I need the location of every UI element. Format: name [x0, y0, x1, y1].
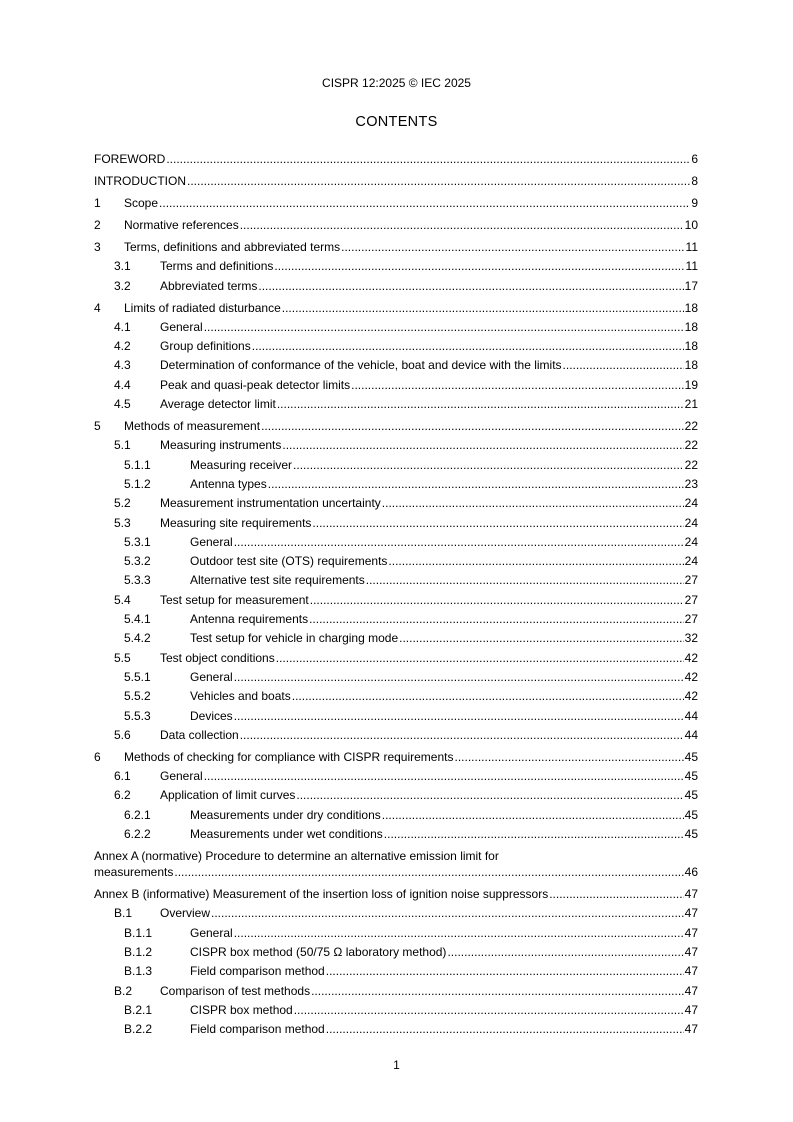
toc-entry-page: 47	[684, 1022, 698, 1037]
toc-entry-number: 2	[94, 218, 101, 232]
toc-entry-title: Limits of radiated disturbance	[124, 300, 281, 315]
toc-entry[interactable]	[94, 611, 698, 627]
toc-entry-number: 5.4.1	[124, 612, 151, 627]
toc-entry[interactable]	[94, 708, 698, 724]
toc-entry-title: FOREWORD	[94, 152, 166, 166]
dot-leader	[211, 905, 684, 921]
dot-leader	[293, 457, 684, 473]
toc-entry-page: 42	[684, 669, 698, 684]
toc-entry-number: 5.3	[114, 515, 131, 530]
toc-entry[interactable]	[94, 963, 698, 979]
toc-entry[interactable]	[94, 905, 698, 921]
toc-entry-page: 21	[684, 397, 698, 412]
toc-entry[interactable]	[94, 476, 698, 492]
toc-entry-title: INTRODUCTION	[94, 174, 186, 188]
toc-entry[interactable]	[94, 418, 698, 434]
toc-entry-page: 24	[684, 496, 698, 511]
toc-entry[interactable]	[94, 826, 698, 842]
toc-entry-page: 22	[684, 438, 698, 453]
dot-leader	[326, 963, 684, 979]
dot-leader	[277, 396, 684, 412]
toc-entry[interactable]	[94, 357, 698, 373]
toc-entry[interactable]	[94, 239, 698, 255]
toc-entry[interactable]	[94, 495, 698, 511]
toc-entry-page: 19	[684, 377, 698, 392]
toc-entry-number: 5.3.2	[124, 554, 151, 569]
dot-leader	[234, 669, 684, 685]
toc-entry-page: 9	[691, 196, 698, 210]
dot-leader	[563, 357, 684, 373]
toc-entry[interactable]	[94, 457, 698, 473]
toc-entry-title: Annex B (informative) Measurement of the insertion loss of ignition noise suppressors	[94, 887, 549, 902]
toc-entry[interactable]	[94, 688, 698, 704]
dot-leader	[351, 377, 684, 393]
toc-entry-page: 47	[684, 906, 698, 921]
toc-entry-title: Annex A (normative) Procedure to determine an alternative emission limit for	[94, 849, 499, 864]
toc-entry-number: 5.3.3	[124, 573, 151, 588]
dot-leader	[276, 650, 684, 666]
toc-entry-page: 27	[684, 592, 698, 607]
toc-entry-title: Measuring instruments	[160, 438, 282, 453]
toc-entry-number: 5.1	[114, 438, 131, 453]
toc-entry-title: Scope	[124, 196, 159, 210]
toc-entry-page: 47	[684, 925, 698, 940]
table-of-contents	[94, 145, 698, 1037]
toc-entry-page: 45	[684, 788, 698, 803]
toc-entry-page: 47	[684, 887, 698, 902]
dot-leader	[166, 151, 690, 167]
dot-leader	[204, 319, 684, 335]
page-number: 1	[393, 1058, 400, 1072]
toc-entry-page: 24	[684, 554, 698, 569]
toc-entry[interactable]	[94, 173, 698, 189]
toc-entry-number: 6	[94, 749, 101, 764]
toc-entry[interactable]	[94, 151, 698, 167]
toc-entry-number: B.2	[114, 983, 133, 998]
toc-entry-number: B.1.1	[124, 925, 153, 940]
toc-entry-title: Field comparison method	[190, 1022, 325, 1037]
toc-entry-number: 4.1	[114, 319, 131, 334]
toc-entry-number: 5.1.1	[124, 457, 151, 472]
dot-leader	[240, 217, 684, 233]
toc-entry-number: 3.1	[114, 259, 131, 274]
toc-entry-number: 4	[94, 300, 101, 315]
toc-entry-page: 45	[684, 827, 698, 842]
toc-entry-number: B.1.2	[124, 944, 153, 959]
dot-leader	[258, 278, 683, 294]
toc-entry-title: Alternative test site requirements	[190, 573, 365, 588]
toc-entry-title: Normative references	[124, 218, 239, 232]
toc-entry-number: 4.5	[114, 397, 131, 412]
toc-entry[interactable]	[94, 925, 698, 941]
toc-entry-title: Measurement instrumentation uncertainty	[160, 496, 381, 511]
toc-entry[interactable]	[94, 217, 698, 233]
toc-entry-title: Measuring site requirements	[160, 515, 312, 530]
toc-entry[interactable]	[94, 650, 698, 666]
dot-leader	[296, 787, 683, 803]
toc-entry-number: 4.2	[114, 339, 131, 354]
toc-entry-number: 3	[94, 240, 101, 254]
toc-entry[interactable]	[94, 886, 698, 902]
toc-entry-title: Comparison of test methods	[160, 983, 311, 998]
toc-entry-page: 11	[685, 240, 698, 254]
toc-entry[interactable]	[94, 848, 698, 880]
toc-entry-number: 6.2.1	[124, 807, 151, 822]
dot-leader	[274, 258, 684, 274]
toc-entry-page: 11	[685, 259, 698, 274]
toc-entry[interactable]	[94, 787, 698, 803]
toc-entry-number: 6.1	[114, 769, 131, 784]
toc-entry[interactable]	[94, 572, 698, 588]
toc-entry-title: Methods of checking for compliance with CISPR requirements	[124, 749, 454, 764]
toc-entry-number: 5	[94, 419, 101, 434]
toc-entry-page: 8	[691, 174, 698, 188]
toc-entry-number: 5.6	[114, 727, 131, 742]
toc-entry[interactable]	[94, 1002, 698, 1018]
dot-leader	[366, 572, 684, 588]
dot-leader	[294, 1002, 684, 1018]
toc-entry-page: 18	[684, 319, 698, 334]
toc-entry-title: General	[190, 669, 233, 684]
toc-entry-page: 44	[684, 708, 698, 723]
dot-leader	[187, 173, 690, 189]
toc-entry-page: 45	[684, 807, 698, 822]
toc-entry-title: Devices	[190, 708, 233, 723]
toc-entry-number: 5.3.1	[124, 534, 151, 549]
dot-leader	[388, 553, 683, 569]
dot-leader	[311, 983, 684, 999]
toc-entry-page: 47	[684, 1002, 698, 1017]
toc-entry[interactable]	[94, 749, 698, 765]
toc-entry-title: General	[190, 534, 233, 549]
toc-entry-page: 46	[684, 865, 698, 880]
dot-leader	[292, 688, 684, 704]
toc-entry-title: Antenna types	[190, 476, 267, 491]
dot-leader	[261, 418, 684, 434]
dot-leader	[384, 826, 684, 842]
toc-entry-number: 5.4.2	[124, 631, 151, 646]
toc-entry[interactable]	[94, 195, 698, 211]
toc-entry[interactable]	[94, 396, 698, 412]
toc-entry[interactable]	[94, 319, 698, 335]
toc-entry-number: 5.5.3	[124, 708, 151, 723]
dot-leader	[341, 239, 684, 255]
toc-entry-page: 45	[684, 769, 698, 784]
toc-entry-page: 10	[684, 218, 698, 232]
toc-entry-title: Average detector limit	[160, 397, 276, 412]
toc-entry-page: 44	[684, 727, 698, 742]
toc-entry-page: 18	[684, 358, 698, 373]
dot-leader	[549, 886, 683, 902]
toc-entry-number: 5.1.2	[124, 476, 151, 491]
toc-entry-title: Overview	[160, 906, 211, 921]
toc-entry-number: 4.4	[114, 377, 131, 392]
document-header: CISPR 12:2025 © IEC 2025	[322, 76, 471, 90]
toc-entry-number: 3.2	[114, 278, 131, 293]
toc-entry-page: 47	[684, 964, 698, 979]
toc-entry-number: 5.4	[114, 592, 131, 607]
toc-entry-title: CISPR box method (50/75 Ω laboratory method)	[190, 944, 447, 959]
toc-entry-number: 6.2.2	[124, 827, 151, 842]
toc-entry[interactable]	[94, 983, 698, 999]
dot-leader	[240, 727, 684, 743]
dot-leader	[382, 495, 684, 511]
toc-entry-title: General	[160, 319, 203, 334]
toc-entry-number: 6.2	[114, 788, 131, 803]
dot-leader	[282, 300, 684, 316]
toc-entry-number: 1	[94, 196, 101, 210]
toc-entry-page: 27	[684, 573, 698, 588]
toc-entry-title: CISPR box method	[190, 1002, 293, 1017]
toc-entry-title: Antenna requirements	[190, 612, 309, 627]
dot-leader	[174, 864, 683, 880]
toc-entry-title: Data collection	[160, 727, 239, 742]
toc-entry[interactable]	[94, 1021, 698, 1037]
toc-entry-page: 42	[684, 650, 698, 665]
toc-entry-title: Application of limit curves	[160, 788, 296, 803]
toc-entry[interactable]	[94, 553, 698, 569]
toc-entry-page: 18	[684, 300, 698, 315]
toc-entry-title: Test setup for measurement	[160, 592, 309, 607]
toc-entry[interactable]	[94, 807, 698, 823]
toc-entry-title: Abbreviated terms	[160, 278, 258, 293]
toc-entry[interactable]	[94, 727, 698, 743]
toc-entry-title: Determination of conformance of the vehicle, boat and device with the limits	[160, 358, 562, 373]
toc-entry[interactable]	[94, 534, 698, 550]
toc-entry[interactable]	[94, 515, 698, 531]
toc-entry-title: Measuring receiver	[190, 457, 293, 472]
toc-entry-title: Measurements under dry conditions	[190, 807, 381, 822]
toc-entry-page: 22	[684, 419, 698, 434]
toc-entry-number: 5.5.1	[124, 669, 151, 684]
toc-entry-title: Terms and definitions	[160, 259, 274, 274]
toc-entry-page: 27	[684, 612, 698, 627]
toc-entry-page: 45	[684, 749, 698, 764]
dot-leader	[454, 749, 683, 765]
dot-leader	[310, 592, 684, 608]
toc-entry-title: General	[190, 925, 233, 940]
toc-entry-title: Outdoor test site (OTS) requirements	[190, 554, 388, 569]
dot-leader	[382, 807, 684, 823]
toc-entry-number: B.1	[114, 906, 133, 921]
toc-entry-page: 24	[684, 515, 698, 530]
toc-entry-number: B.2.1	[124, 1002, 153, 1017]
toc-entry[interactable]	[94, 437, 698, 453]
toc-entry-title: Test object conditions	[160, 650, 275, 665]
dot-leader	[234, 925, 684, 941]
toc-entry-title: Peak and quasi-peak detector limits	[160, 377, 351, 392]
toc-entry-number: 4.3	[114, 358, 131, 373]
toc-entry-number: 5.2	[114, 496, 131, 511]
toc-entry-page: 6	[691, 152, 698, 166]
toc-entry-title: Group definitions	[160, 339, 251, 354]
toc-entry-number: B.1.3	[124, 964, 153, 979]
toc-entry[interactable]	[94, 592, 698, 608]
dot-leader	[282, 437, 683, 453]
toc-entry-page: 47	[684, 944, 698, 959]
dot-leader	[234, 534, 684, 550]
toc-entry-title: Measurements under wet conditions	[190, 827, 383, 842]
dot-leader	[252, 338, 684, 354]
page-title: CONTENTS	[355, 114, 438, 130]
toc-entry-number: B.2.2	[124, 1022, 153, 1037]
toc-entry[interactable]	[94, 377, 698, 393]
toc-entry-title: Test setup for vehicle in charging mode	[190, 631, 399, 646]
toc-entry[interactable]	[94, 278, 698, 294]
dot-leader	[399, 630, 684, 646]
dot-leader	[268, 476, 684, 492]
dot-leader	[204, 768, 684, 784]
toc-entry-page: 17	[684, 278, 698, 293]
toc-entry-page: 22	[684, 457, 698, 472]
toc-entry-title: General	[160, 769, 203, 784]
toc-entry[interactable]	[94, 768, 698, 784]
toc-entry-page: 18	[684, 339, 698, 354]
dot-leader	[309, 611, 684, 627]
toc-entry[interactable]	[94, 944, 698, 960]
toc-entry-page: 42	[684, 689, 698, 704]
dot-leader	[159, 195, 690, 211]
toc-entry-page: 32	[684, 631, 698, 646]
toc-entry[interactable]	[94, 338, 698, 354]
toc-entry-title: Methods of measurement	[124, 419, 261, 434]
dot-leader	[326, 1021, 684, 1037]
toc-entry[interactable]	[94, 300, 698, 316]
toc-entry-number: 5.5.2	[124, 689, 151, 704]
toc-entry-page: 24	[684, 534, 698, 549]
toc-entry-number: 5.5	[114, 650, 131, 665]
toc-entry-title: Terms, definitions and abbreviated terms	[124, 240, 341, 254]
toc-entry-title-continued: measurements	[94, 865, 174, 880]
toc-entry-page: 47	[684, 983, 698, 998]
toc-entry-page: 23	[684, 476, 698, 491]
dot-leader	[447, 944, 683, 960]
toc-entry[interactable]	[94, 669, 698, 685]
toc-entry[interactable]	[94, 630, 698, 646]
toc-entry-title: Vehicles and boats	[190, 689, 291, 704]
toc-entry[interactable]	[94, 258, 698, 274]
toc-entry-title: Field comparison method	[190, 964, 325, 979]
dot-leader	[234, 708, 684, 724]
dot-leader	[312, 515, 683, 531]
